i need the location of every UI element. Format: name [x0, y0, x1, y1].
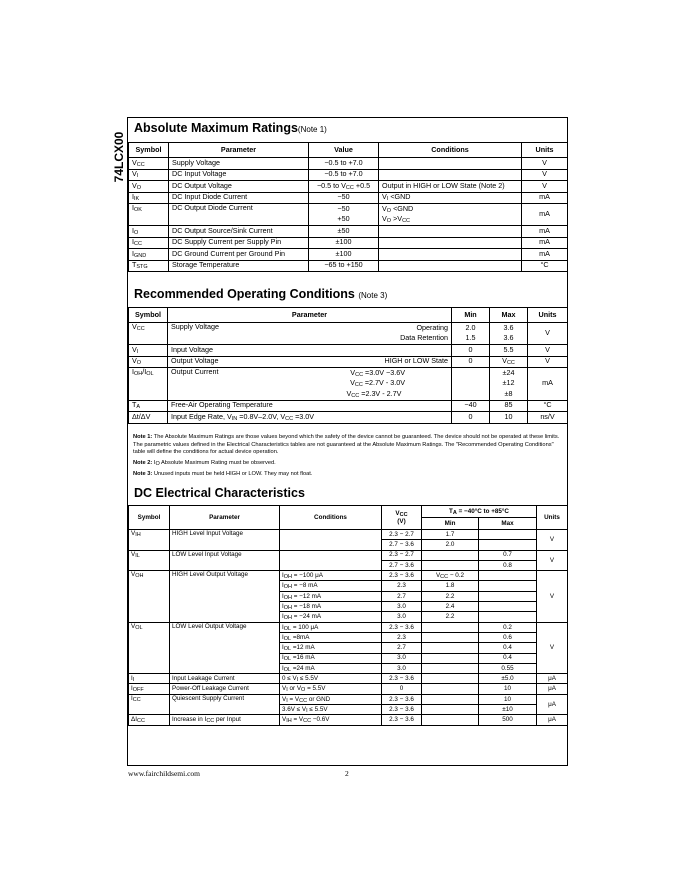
table-row: $I_{OH} = -24$ mA 3.0 2.2	[129, 612, 568, 622]
page-number: 2	[345, 769, 349, 778]
abs-max-table	[128, 142, 568, 272]
dc-heading: DC Electrical Characteristics	[134, 486, 305, 500]
abs-max-heading: Absolute Maximum Ratings(Note 1)	[134, 121, 327, 135]
note-3: Note 3: Unused inputs must be held HIGH or LOW. They may not float.	[133, 470, 313, 477]
table-row: $V_{OH}$ HIGH Level Output Voltage $I_{OH} = -100$ μA 2.3 − 3.6 $V_{CC} - 0.2$ V	[129, 571, 568, 581]
table-row: $V_O$ Output Voltage HIGH or LOW State 0 $V_{CC}$ V	[129, 356, 568, 368]
table-row: $V_I$ DC Input Voltage −0.5 to +7.0 V	[129, 169, 568, 181]
table-row: Δt/ΔV Input Edge Rate, $V_{IN} =0.8V-2.0V$, $V_{CC} =3.0V$ 0 10 ns/V	[129, 412, 568, 424]
table-row: $V_{IH}$ HIGH Level Input Voltage 2.3 − 2.7 1.7 V	[129, 530, 568, 540]
table-header-row: Min Max	[129, 518, 568, 530]
table-row: $I_{OL} =8mA$ 2.3 0.6	[129, 632, 568, 642]
table-row: $T_A$ Free-Air Operating Temperature −40 85 °C	[129, 400, 568, 412]
table-row: Data Retention 1.5 3.6	[129, 334, 568, 345]
table-row: $I_{OL} =16$ mA 3.0 0.4	[129, 653, 568, 663]
table-row: $3.6V \le V_I \le 5.5V$ 2.3 − 3.6 ±10	[129, 705, 568, 715]
table-header-row: Symbol Parameter Min Max Units	[129, 308, 568, 323]
table-row: $V_{CC}$ Supply Voltage Operating 2.0 3.6 V	[129, 323, 568, 334]
table-row: $I_{GND}$ DC Ground Current per Ground Pin ±100 mA	[129, 249, 568, 261]
note-1: Note 1: The Absolute Maximum Ratings are those values beyond which the safety of the device cannot be guaranteed. The device should not be operated at these limits. The parametric values defined in the Electrical Characteristics tables are not guaranteed at the Absolute Maximum Ratings. The "Recommended Operating Conditions" table will define the conditions for actual device operation.	[133, 434, 560, 456]
table-row: $V_{IL}$ LOW Level Input Voltage 2.3 − 2.7 0.7 V	[129, 550, 568, 560]
dc-characteristics-table	[128, 505, 568, 726]
part-number-side-label: 74LCX00	[112, 131, 126, 183]
table-row: $I_O$ DC Output Source/Sink Current ±50 mA	[129, 226, 568, 238]
table-row: $I_{OH} = -18$ mA 3.0 2.4	[129, 602, 568, 612]
table-row: 2.7 − 3.6 0.8	[129, 560, 568, 570]
table-row: $V_I$ Input Voltage 0 5.5 V	[129, 345, 568, 357]
rec-op-table	[128, 307, 568, 424]
table-row: $V_O$ DC Output Voltage −0.5 to $V_{CC} +0.5$ Output in HIGH or LOW State (Note 2) V	[129, 181, 568, 193]
table-row: $V_{CC}$ Supply Voltage −0.5 to +7.0 V	[129, 158, 568, 170]
table-row: +50 $V_O >V_{CC}$	[129, 215, 568, 226]
table-row: $V_{OL}$ LOW Level Output Voltage $I_{OL} = 100$ μA 2.3 − 3.6 0.2 V	[129, 622, 568, 632]
table-row: $T_{STG}$ Storage Temperature −65 to +150 °C	[129, 260, 568, 272]
table-row: 2.7 − 3.6 2.0	[129, 540, 568, 550]
table-row: $I_{OL} =12$ mA 2.7 0.4	[129, 643, 568, 653]
table-header-row: Symbol Parameter Value Conditions Units	[129, 143, 568, 158]
table-row: $V_{CC} =2.3V - 2.7V$ ±8	[129, 389, 568, 400]
table-row: $I_{OL} =24$ mA 3.0 0.55	[129, 663, 568, 673]
notes-block	[133, 434, 563, 481]
table-row: $I_{OH} = -12$ mA 2.7 2.2	[129, 591, 568, 601]
table-row: $I_{CC}$ DC Supply Current per Supply Pin ±100 mA	[129, 237, 568, 249]
table-row: $I_{IK}$ DC Input Diode Current −50 $V_I <GND$ mA	[129, 192, 568, 204]
table-row: $I_{OFF}$ Power-Off Leakage Current $V_I$ or $V_O = 5.5V$ 0 10 μA	[129, 684, 568, 694]
table-row: $I_I$ Input Leakage Current $0 \le V_I \le 5.5V$ 2.3 − 3.6 ±5.0 μA	[129, 674, 568, 684]
table-row: $V_{CC} =2.7V - 3.0V$ ±12	[129, 379, 568, 390]
table-row: $\Delta I_{CC}$ Increase in $I_{CC}$ per Input $V_{IH} = V_{CC} -0.6V$ 2.3 − 3.6 500 μA	[129, 715, 568, 725]
table-row: $I_{OH} = -8$ mA 2.3 1.8	[129, 581, 568, 591]
rec-op-heading: Recommended Operating Conditions (Note 3)	[134, 287, 388, 301]
table-header-row: Symbol Parameter Conditions $V_{CC}$ (V) $T_A = -40^\circ C$ to +85°C Units	[129, 506, 568, 518]
table-row: $I_{CC}$ Quiescent Supply Current $V_I = V_{CC}$ or GND 2.3 − 3.6 10 μA	[129, 694, 568, 704]
table-row: $I_{OK}$ DC Output Diode Current −50 $V_O <GND$ mA	[129, 204, 568, 215]
footer-url[interactable]: www.fairchildsemi.com	[128, 769, 200, 778]
note-2: Note 2: $I_O$ Absolute Maximum Rating must be observed.	[133, 460, 276, 468]
table-row: $I_{OH}/I_{OL}$ Output Current $V_{CC} =3.0V -3.6V$ ±24 mA	[129, 368, 568, 379]
